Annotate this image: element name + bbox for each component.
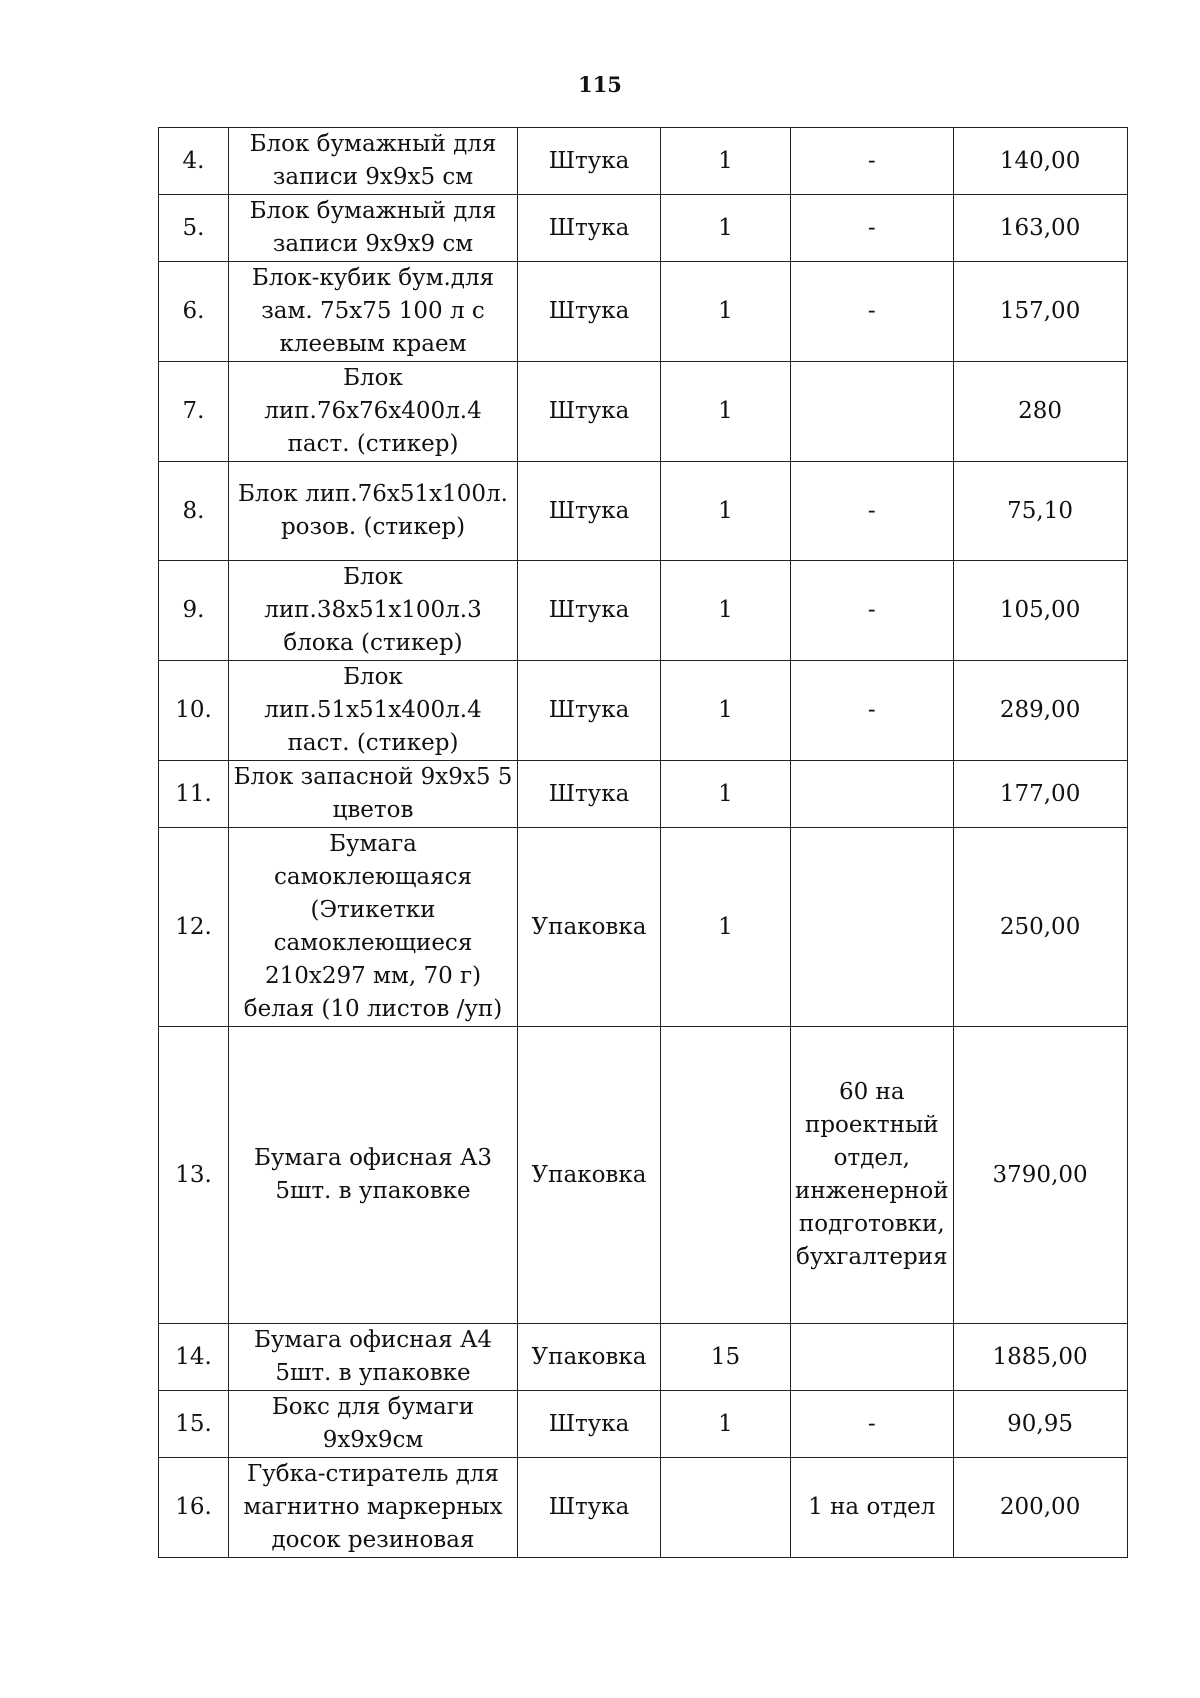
row-number-cell: 9. [159,561,229,661]
quantity-cell: 1 [661,1391,791,1458]
quantity-cell: 1 [661,462,791,561]
price-cell: 200,00 [953,1458,1127,1558]
table-row [159,462,1128,561]
note-cell: - [791,1391,954,1458]
price-cell: 280 [953,362,1127,462]
price-cell: 75,10 [953,462,1127,561]
note-cell: - [791,128,954,195]
quantity-cell [661,1027,791,1324]
table-row [159,561,1128,661]
quantity-cell: 1 [661,661,791,761]
row-number-cell: 4. [159,128,229,195]
table-row [159,262,1128,362]
item-name-cell: Блок запасной 9х9х5 5 цветов [229,761,518,828]
row-number-cell: 8. [159,462,229,561]
item-name-cell: Блок лип.76х51х100л. розов. (стикер) [229,462,518,561]
unit-cell: Штука [518,1391,661,1458]
quantity-cell: 1 [661,561,791,661]
unit-cell: Штука [518,661,661,761]
table-row [159,128,1128,195]
item-name-cell: Бумага самоклеющаяся (Этикетки самоклеющиеся 210х297 мм, 70 г) белая (10 листов /уп) [229,828,518,1027]
item-name-cell: Блок бумажный для записи 9х9х9 см [229,195,518,262]
row-number-cell: 5. [159,195,229,262]
unit-cell: Штука [518,761,661,828]
quantity-cell [661,1458,791,1558]
table-row [159,1324,1128,1391]
row-number-cell: 13. [159,1027,229,1324]
item-name-cell: Бумага офисная А4 5шт. в упаковке [229,1324,518,1391]
item-name-cell: Блок лип.76х76х400л.4 паст. (стикер) [229,362,518,462]
note-cell: 1 на отдел [791,1458,954,1558]
row-number-cell: 14. [159,1324,229,1391]
row-number-cell: 11. [159,761,229,828]
unit-cell: Штука [518,561,661,661]
note-cell: - [791,462,954,561]
item-name-cell: Бокс для бумаги 9х9х9см [229,1391,518,1458]
table-row [159,1458,1128,1558]
price-cell: 250,00 [953,828,1127,1027]
table-row [159,828,1128,1027]
note-cell: - [791,661,954,761]
unit-cell: Штука [518,362,661,462]
row-number-cell: 12. [159,828,229,1027]
note-cell: - [791,262,954,362]
price-cell: 163,00 [953,195,1127,262]
unit-cell: Упаковка [518,1324,661,1391]
price-cell: 90,95 [953,1391,1127,1458]
table-row [159,1391,1128,1458]
items-table-body [159,128,1128,1558]
row-number-cell: 15. [159,1391,229,1458]
note-cell [791,761,954,828]
quantity-cell: 1 [661,262,791,362]
item-name-cell: Блок лип.38х51х100л.3 блока (стикер) [229,561,518,661]
item-name-cell: Блок-кубик бум.для зам. 75х75 100 л с клеевым краем [229,262,518,362]
price-cell: 1885,00 [953,1324,1127,1391]
price-cell: 105,00 [953,561,1127,661]
unit-cell: Штука [518,262,661,362]
item-name-cell: Губка-стиратель для магнитно маркерных досок резиновая [229,1458,518,1558]
note-cell: - [791,561,954,661]
price-cell: 289,00 [953,661,1127,761]
quantity-cell: 1 [661,195,791,262]
note-cell: - [791,195,954,262]
table-row [159,195,1128,262]
item-name-cell: Бумага офисная А3 5шт. в упаковке [229,1027,518,1324]
quantity-cell: 1 [661,828,791,1027]
items-table [158,127,1128,1558]
unit-cell: Упаковка [518,828,661,1027]
note-cell [791,1324,954,1391]
row-number-cell: 16. [159,1458,229,1558]
table-row [159,1027,1128,1324]
quantity-cell: 1 [661,128,791,195]
row-number-cell: 7. [159,362,229,462]
quantity-cell: 1 [661,362,791,462]
note-cell [791,362,954,462]
unit-cell: Штука [518,462,661,561]
price-cell: 157,00 [953,262,1127,362]
note-cell: 60 на проектный отдел, инженерной подготовки, бухгалтерия [791,1027,954,1324]
item-name-cell: Блок лип.51х51х400л.4 паст. (стикер) [229,661,518,761]
table-row [159,761,1128,828]
row-number-cell: 6. [159,262,229,362]
table-row [159,362,1128,462]
unit-cell: Штука [518,195,661,262]
price-cell: 177,00 [953,761,1127,828]
note-cell [791,828,954,1027]
quantity-cell: 1 [661,761,791,828]
row-number-cell: 10. [159,661,229,761]
unit-cell: Штука [518,1458,661,1558]
item-name-cell: Блок бумажный для записи 9х9х5 см [229,128,518,195]
unit-cell: Упаковка [518,1027,661,1324]
price-cell: 3790,00 [953,1027,1127,1324]
price-cell: 140,00 [953,128,1127,195]
unit-cell: Штука [518,128,661,195]
table-row [159,661,1128,761]
quantity-cell: 15 [661,1324,791,1391]
page-number: 115 [578,72,622,97]
